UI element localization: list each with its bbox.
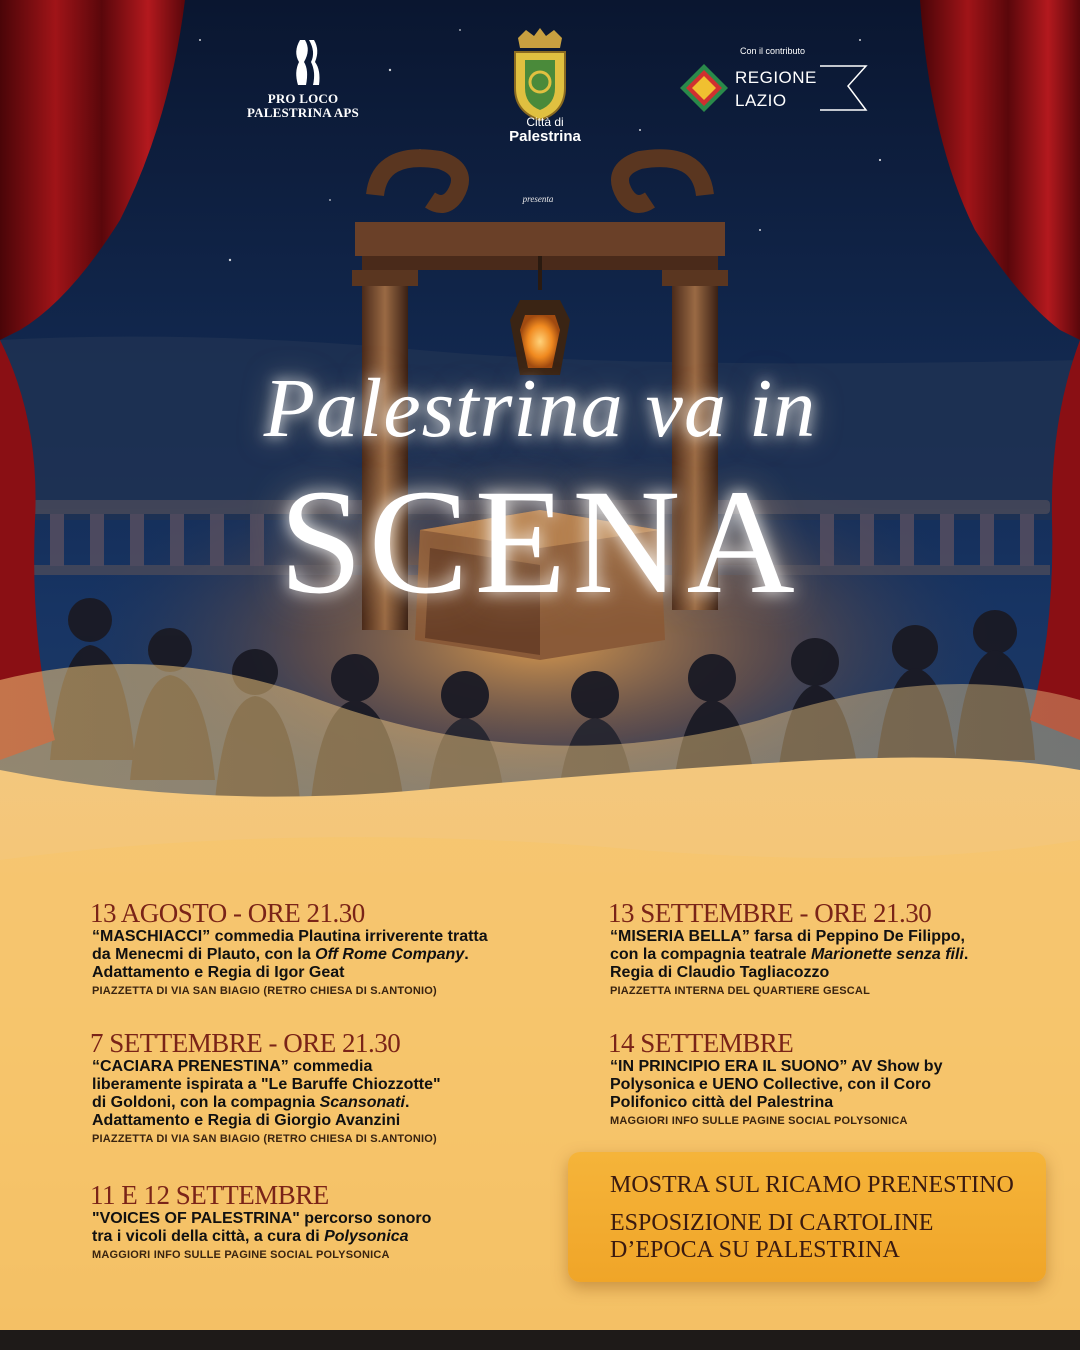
event-emphasis: Polysonica	[324, 1228, 409, 1245]
event-line	[92, 946, 560, 964]
mostra-line2	[610, 1210, 933, 1264]
event-line: “MASCHIACCI” commedia Plautina irriverente tratta	[92, 928, 488, 945]
event-place: PIAZZETTA DI VIA SAN BIAGIO (RETRO CHIESA DI S.ANTONIO)	[92, 985, 437, 997]
citta-big-label: Palestrina	[509, 128, 581, 145]
event-line	[92, 1094, 560, 1112]
event-1	[90, 898, 560, 997]
event-description	[610, 1058, 1048, 1112]
palestrina-coat-of-arms-icon	[515, 28, 565, 120]
citta-small-label: Città di	[526, 115, 564, 129]
mostra-line3-text: D’EPOCA SU PALESTRINA	[610, 1237, 900, 1263]
event-line: “IN PRINCIPIO ERA IL SUONO” AV Show by	[610, 1058, 943, 1075]
event-line: Regia di Claudio Tagliacozzo	[610, 964, 830, 981]
event-line: liberamente ispirata a "Le Baruffe Chiozzotte"	[92, 1076, 441, 1093]
presenta-label: presenta	[522, 194, 554, 204]
regione-line2: LAZIO	[735, 91, 787, 110]
event-emphasis: Off Rome Company	[315, 946, 465, 963]
event-text: con la compagnia teatrale	[610, 946, 811, 963]
regione-line1: REGIONE	[735, 68, 817, 87]
event-line: Polysonica e UENO Collective, con il Coro	[610, 1076, 931, 1093]
event-header: 11 E 12 SETTEMBRE	[90, 1180, 329, 1210]
regione-label	[735, 66, 817, 112]
event-text: tra i vicoli della città, a cura di	[92, 1228, 325, 1245]
contributo-label: Con il contributo	[740, 46, 806, 56]
event-line	[610, 946, 1048, 964]
event-line: Polifonico città del Palestrina	[610, 1094, 834, 1111]
event-emphasis: Scansonati	[319, 1094, 405, 1111]
event-description	[92, 928, 560, 982]
event-place: PIAZZETTA INTERNA DEL QUARTIERE GESCAL	[610, 985, 870, 997]
event-header: 13 AGOSTO - ORE 21.30	[90, 898, 365, 928]
event-header: 14 SETTEMBRE	[608, 1028, 794, 1058]
event-text: da Menecmi di Plauto, con la	[92, 946, 316, 963]
mostra-line2-text: ESPOSIZIONE DI CARTOLINE	[610, 1210, 934, 1236]
event-place: PIAZZETTA DI VIA SAN BIAGIO (RETRO CHIESA DI S.ANTONIO)	[92, 1133, 437, 1145]
event-description	[610, 928, 1048, 982]
event-place: MAGGIORI INFO SULLE PAGINE SOCIAL POLYSONICA	[92, 1249, 390, 1261]
event-place: MAGGIORI INFO SULLE PAGINE SOCIAL POLYSONICA	[610, 1115, 908, 1127]
event-description	[92, 1210, 560, 1246]
mostra-line1: MOSTRA SUL RICAMO PRENESTINO	[610, 1172, 1014, 1198]
event-text: .	[963, 946, 969, 963]
title-script: Palestrina va in	[263, 362, 817, 455]
event-3	[90, 1180, 560, 1261]
event-line: Adattamento e Regia di Giorgio Avanzini	[92, 1112, 401, 1129]
event-line: Adattamento e Regia di Igor Geat	[92, 964, 345, 981]
proloco-label: PRO LOCO PALESTRINA APS	[246, 91, 359, 120]
citta-label	[490, 116, 600, 145]
event-header: 13 SETTEMBRE - ORE 21.30	[608, 898, 932, 928]
event-2	[90, 1028, 560, 1145]
event-header: 7 SETTEMBRE - ORE 21.30	[90, 1028, 401, 1058]
event-description	[92, 1058, 560, 1130]
event-line: "VOICES OF PALESTRINA" percorso sonoro	[92, 1210, 432, 1227]
event-text: di Goldoni, con la compagnia	[92, 1094, 320, 1111]
event-emphasis: Marionette senza fili	[810, 946, 964, 963]
mostra-box	[568, 1152, 1046, 1282]
event-4	[608, 898, 1048, 997]
event-line	[92, 1228, 560, 1246]
title-big: SCENA	[279, 459, 801, 625]
event-text: .	[404, 1094, 410, 1111]
event-text: .	[464, 946, 469, 963]
event-5	[608, 1028, 1048, 1127]
event-line: “MISERIA BELLA” farsa di Peppino De Filippo,	[610, 928, 965, 945]
event-line: “CACIARA PRENESTINA” commedia	[92, 1058, 373, 1075]
